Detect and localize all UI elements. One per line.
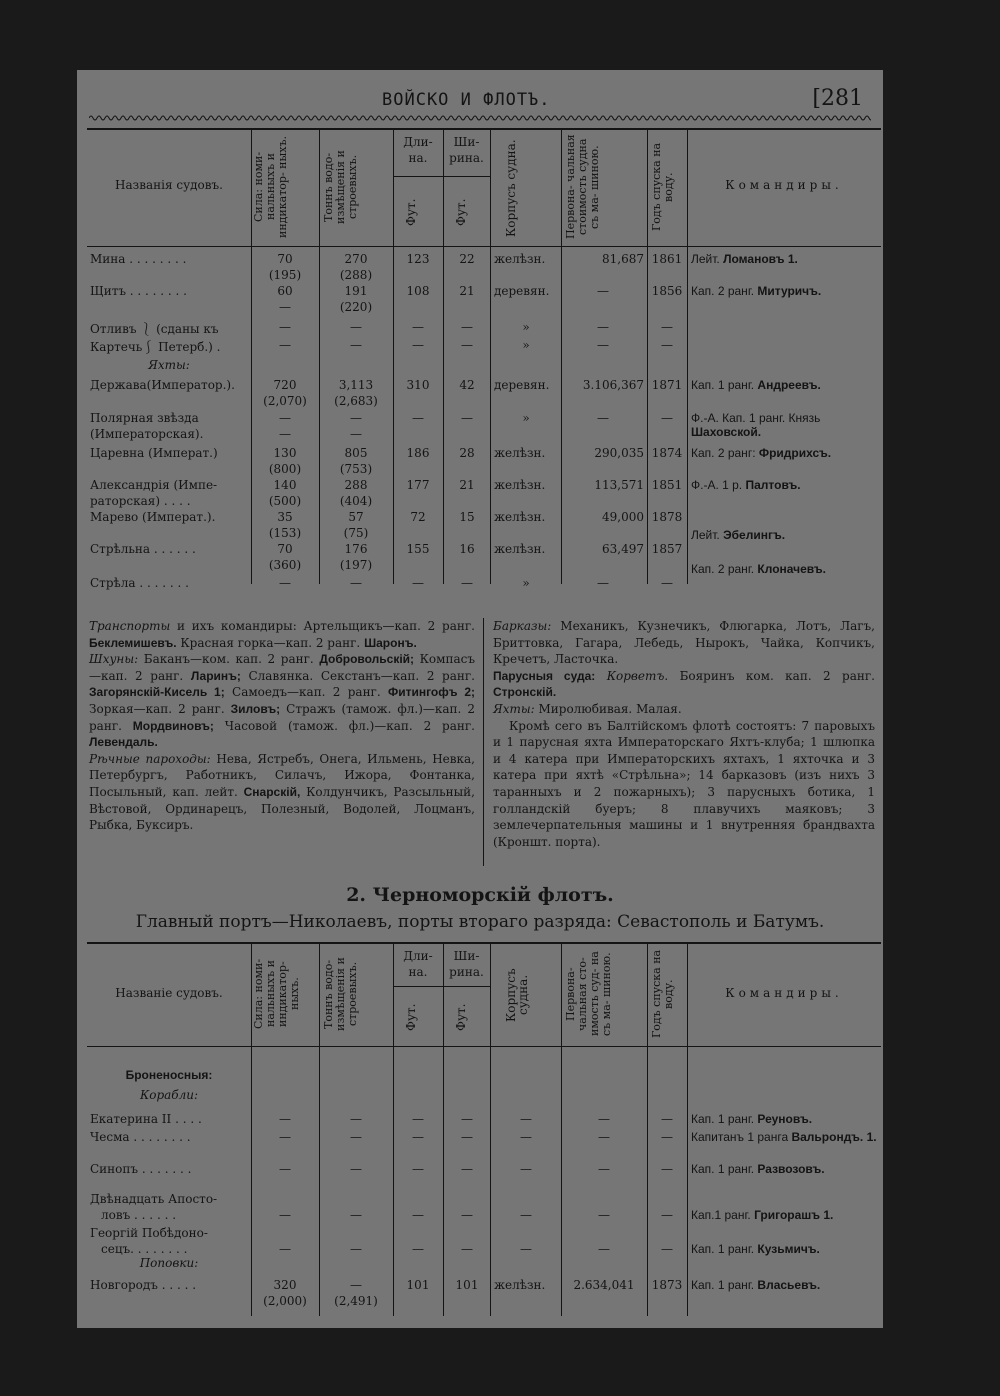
year-value: 1873 bbox=[651, 1278, 683, 1292]
width-value: 15 bbox=[459, 510, 475, 524]
hull-material: » bbox=[522, 338, 530, 352]
empty-cell-dash: — bbox=[598, 1242, 610, 1256]
ship-name: Отливъ ⎱ (сданы къ bbox=[90, 322, 219, 336]
paragraph-text: и ихъ командиры: Артельщикъ—кап. 2 ранг. bbox=[170, 619, 475, 633]
tons-value: 805 bbox=[344, 446, 368, 460]
width-value: — bbox=[461, 338, 473, 352]
width-value: — bbox=[461, 320, 473, 334]
power-indicated: — bbox=[279, 427, 291, 441]
commander bbox=[691, 1208, 881, 1222]
commander-name: Шаронъ. bbox=[364, 635, 417, 650]
length-value: 123 bbox=[406, 252, 430, 266]
paragraph-label: Барказы: bbox=[493, 619, 552, 633]
commander-name: Зиловъ; bbox=[230, 701, 281, 716]
ship-name-cont: сецъ. . . . . . . . bbox=[101, 1242, 188, 1256]
paragraph-label: Яхты: bbox=[493, 701, 535, 716]
col-hull-header-2: Корпусъ судна. bbox=[504, 968, 530, 1022]
paragraph-text: Стражъ (тамож. фл.)—кап. 2 ранг. bbox=[89, 701, 476, 733]
width-value: — bbox=[461, 576, 473, 590]
empty-cell-dash: — bbox=[350, 1130, 362, 1144]
empty-cell-dash: — bbox=[520, 1112, 532, 1126]
col-power-header: Сила: номи- нальныхъ и индикатор- ныхъ. bbox=[252, 136, 289, 238]
commander-rank: Лейт. bbox=[691, 252, 724, 266]
ship-name: Стрѣльна . . . . . . bbox=[90, 542, 196, 556]
ship-name: Александрія (Импе- bbox=[90, 478, 218, 492]
commander bbox=[691, 1242, 881, 1256]
col-width-header-2: Ши- рина. bbox=[449, 949, 484, 979]
commander bbox=[691, 411, 881, 439]
section-title: 2. Черноморскій флотъ. bbox=[346, 884, 614, 906]
empty-cell-dash: — bbox=[520, 1242, 532, 1256]
ship-name: Царевна (Императ.) bbox=[90, 446, 218, 460]
paragraph-text: Кромѣ сего въ Балтійскомъ флотѣ состоятъ: 7 паровыхъ и 1 парусная яхта Императорскаго Яхтъ-клуба; 1 шлюпка и 4 катера при Императорскихъ яхтахъ, 1 яхточка и 3 катера при яхтѣ «Стрѣльна»; 14 барказовъ (изъ нихъ 3 таранныхъ и 2 пожарныхъ); 3 парусныхъ ботика, 1 голландскій буеръ; 8 плавучихъ маяковъ; 3 землечерпательныя машины и 1 внутренняя брандвахта (Кроншт. порта). bbox=[493, 718, 875, 849]
commander-rank: Кап.1 ранг. bbox=[691, 1208, 755, 1222]
length-value: 310 bbox=[406, 378, 430, 392]
width-value: 22 bbox=[459, 252, 475, 266]
empty-cell-dash: — bbox=[461, 1112, 473, 1126]
empty-cell-dash: — bbox=[598, 1162, 610, 1176]
empty-cell-dash: — bbox=[350, 1112, 362, 1126]
hull-material: желѣзн. bbox=[494, 542, 546, 556]
power-value: 140 bbox=[273, 478, 297, 492]
commander-name: Ломановъ 1. bbox=[723, 252, 798, 266]
right-notes bbox=[493, 618, 875, 850]
commander-name: Фитингофъ 2; bbox=[387, 685, 475, 700]
col-commanders-header: Командиры. bbox=[725, 178, 843, 192]
commander bbox=[691, 562, 881, 576]
tons-built: (2,683) bbox=[334, 394, 378, 408]
year-value: 1871 bbox=[651, 378, 683, 392]
year-value: — bbox=[661, 576, 673, 590]
cost-value: — bbox=[597, 576, 609, 590]
power-value: — bbox=[279, 338, 291, 352]
year-value: 1878 bbox=[651, 510, 683, 524]
subgroup-heading: Корабли: bbox=[139, 1088, 199, 1102]
ship-name: Синопъ . . . . . . . bbox=[90, 1162, 192, 1176]
cost-value: 2.634,041 bbox=[573, 1278, 635, 1292]
paragraph-label: Корветъ. bbox=[606, 668, 669, 683]
empty-cell-dash: — bbox=[279, 1208, 291, 1222]
commander-rank: Кап. 1 ранг. bbox=[691, 1162, 758, 1176]
empty-cell-dash: — bbox=[412, 1162, 424, 1176]
year-value: — bbox=[661, 411, 673, 425]
section-subtitle: Главный портъ—Николаевъ, порты втораго разряда: Севастополь и Батумъ. bbox=[135, 912, 825, 932]
ship-name: Держава(Император.). bbox=[90, 378, 235, 392]
power-indicated: (195) bbox=[268, 268, 302, 282]
commander-rank: Капитанъ 1 ранга bbox=[691, 1130, 792, 1144]
empty-cell-dash: — bbox=[598, 1208, 610, 1222]
col-power-header-2: Сила: номи- нальныхъ и индикатор- ныхъ. bbox=[252, 958, 301, 1030]
power-value: 70 bbox=[277, 542, 293, 556]
col-width-unit: Фут. bbox=[454, 198, 468, 226]
length-value: 155 bbox=[406, 542, 430, 556]
cost-value: 290,035 bbox=[594, 446, 644, 460]
empty-cell-dash: — bbox=[279, 1242, 291, 1256]
commander bbox=[691, 378, 881, 392]
length-value: — bbox=[412, 411, 424, 425]
empty-cell-dash: — bbox=[598, 1130, 610, 1144]
power-indicated: (2,070) bbox=[263, 394, 307, 408]
commander-rank: Кап. 1 ранг. bbox=[691, 1112, 758, 1126]
commander-name: Мордвиновъ; bbox=[132, 718, 214, 733]
col-length-header-2: Дли- на. bbox=[403, 949, 433, 979]
paragraph-text: Зоркая—кап. 2 ранг. bbox=[89, 701, 231, 716]
subgroup-heading: Поповки: bbox=[139, 1256, 199, 1270]
paragraph-text: Бояринъ ком. кап. 2 ранг. bbox=[668, 668, 875, 683]
power-indicated: (360) bbox=[268, 558, 302, 572]
commander-name: Фридрихсъ. bbox=[758, 446, 832, 460]
commander-rank: Ф.-А. 1 р. bbox=[691, 478, 746, 492]
baltic-fleet-table bbox=[87, 128, 881, 590]
year-value: 1851 bbox=[651, 478, 683, 492]
cost-value: — bbox=[597, 320, 609, 334]
empty-cell-dash: — bbox=[350, 1162, 362, 1176]
commander-rank: Кап. 2 ранг: bbox=[691, 446, 759, 460]
notes-paragraph bbox=[89, 618, 475, 651]
commander bbox=[691, 1162, 881, 1176]
paragraph-text: Нева, Ястребъ, Онега, Ильмень, Невка, Петербургъ, Работникъ, Силачъ, Ижора, Фонтанка, Посыльный, кап. лейт. bbox=[89, 751, 475, 799]
col-year-header: Годъ спуска на воду. bbox=[650, 142, 675, 232]
tons-value: 270 bbox=[344, 252, 368, 266]
cost-value: — bbox=[597, 338, 609, 352]
power-value: — bbox=[279, 576, 291, 590]
length-value: — bbox=[412, 576, 424, 590]
commander-name: Власьевъ. bbox=[757, 1278, 821, 1292]
hull-material: » bbox=[522, 411, 530, 425]
empty-cell-dash: — bbox=[279, 1162, 291, 1176]
commander-name: Эбелингъ. bbox=[723, 528, 786, 542]
ship-name: Щитъ . . . . . . . . bbox=[90, 284, 187, 298]
empty-cell-dash: — bbox=[461, 1162, 473, 1176]
power-indicated: (153) bbox=[268, 526, 302, 540]
yachts-subheading: Яхты: bbox=[148, 358, 190, 372]
empty-cell-dash: — bbox=[350, 1242, 362, 1256]
width-value: 21 bbox=[459, 478, 475, 492]
length-value: — bbox=[412, 338, 424, 352]
ship-name-cont: ловъ . . . . . . bbox=[101, 1208, 177, 1222]
commander-name: Митуричъ. bbox=[757, 284, 822, 298]
ship-name: Полярная звѣзда bbox=[90, 411, 199, 425]
commander-name: Андреевъ. bbox=[757, 378, 821, 392]
commander-name: Григорашъ 1. bbox=[754, 1208, 834, 1222]
power-value: 320 bbox=[273, 1278, 297, 1292]
tons-built: (75) bbox=[343, 526, 369, 540]
commander-name: Вальрондъ. 1. bbox=[791, 1130, 877, 1144]
col-hull-header: Корпусъ судна. bbox=[504, 139, 518, 237]
commander-name: Стронскій. bbox=[493, 685, 557, 700]
length-value: 108 bbox=[406, 284, 430, 298]
ship-name: Георгій Побѣдоно- bbox=[90, 1226, 208, 1240]
commander-name: Левендаль. bbox=[89, 735, 158, 750]
paragraph-text: Баканъ—ком. кап. 2 ранг. bbox=[138, 652, 320, 667]
page-number: [281 bbox=[812, 86, 863, 111]
commander-name: Палтовъ. bbox=[745, 478, 801, 492]
empty-cell-dash: — bbox=[412, 1208, 424, 1222]
tons-value: 176 bbox=[344, 542, 368, 556]
group-heading: Броненосныя: bbox=[125, 1068, 213, 1082]
ship-name: Екатерина II . . . . bbox=[90, 1112, 202, 1126]
running-title: ВОЙСКО И ФЛОТЪ. bbox=[382, 90, 551, 110]
tons-value: — bbox=[350, 320, 362, 334]
ship-name: Марево (Императ.). bbox=[90, 510, 216, 524]
paragraph-text: Славянка. Секстанъ—кап. 2 ранг. bbox=[240, 668, 475, 683]
col-cost-header: Первона- чальная стоимость судна съ ма- шиною. bbox=[564, 134, 601, 240]
paragraph-text: Механикъ, Кузнечикъ, Флюгарка, Лотъ, Лагъ, Бриттовка, Гагара, Лебедь, Нырокъ, Чайка, Копчикъ, Кречетъ, Ласточка. bbox=[493, 619, 875, 667]
year-value: 1856 bbox=[651, 284, 683, 298]
year-value: — bbox=[661, 338, 673, 352]
length-value: — bbox=[412, 320, 424, 334]
paragraph-text: Миролюбивая. Малая. bbox=[534, 701, 682, 716]
power-indicated: (2,000) bbox=[263, 1294, 307, 1308]
empty-cell-dash: — bbox=[661, 1208, 673, 1222]
hull-material: деревян. bbox=[494, 284, 550, 298]
commander-name: Ларинъ; bbox=[190, 668, 241, 683]
ship-name-cont: раторская) . . . . bbox=[90, 494, 191, 508]
width-value: 42 bbox=[459, 378, 475, 392]
commander bbox=[691, 1112, 881, 1126]
commander-rank: Кап. 1 ранг. bbox=[691, 378, 758, 392]
commander-rank: Кап. 2 ранг. bbox=[691, 562, 758, 576]
decorative-rule bbox=[89, 114, 871, 122]
power-indicated: — bbox=[279, 300, 291, 314]
ship-name: Стрѣла . . . . . . . bbox=[90, 576, 189, 590]
year-value: — bbox=[661, 320, 673, 334]
empty-cell-dash: — bbox=[461, 1242, 473, 1256]
commander bbox=[691, 478, 881, 492]
empty-cell-dash: — bbox=[520, 1130, 532, 1144]
col-length-unit: Фут. bbox=[404, 198, 418, 226]
col-width-unit-2: Фут. bbox=[454, 1003, 468, 1031]
empty-cell-dash: — bbox=[412, 1242, 424, 1256]
commander-rank: Лейт. bbox=[691, 528, 724, 542]
yachts-paragraph bbox=[493, 701, 875, 718]
width-value: 21 bbox=[459, 284, 475, 298]
power-value: 60 bbox=[277, 284, 293, 298]
empty-cell-dash: — bbox=[661, 1162, 673, 1176]
tons-built: (404) bbox=[339, 494, 373, 508]
cost-value: — bbox=[597, 411, 609, 425]
commander bbox=[691, 528, 881, 542]
tons-value: 57 bbox=[348, 510, 364, 524]
empty-cell-dash: — bbox=[279, 1112, 291, 1126]
hull-material: желѣзн. bbox=[494, 446, 546, 460]
col-tons-header-2: Тоннъ водо- измѣщенія и строевыхъ. bbox=[322, 957, 359, 1031]
tons-built: (197) bbox=[339, 558, 373, 572]
commander-rank: Кап. 2 ранг. bbox=[691, 284, 758, 298]
paragraph-label: Рѣчные пароходы: bbox=[89, 751, 211, 766]
col-name-header: Названія судовъ. bbox=[115, 178, 223, 192]
page-header bbox=[77, 86, 883, 116]
tons-value: — bbox=[350, 576, 362, 590]
cost-value: — bbox=[597, 284, 609, 298]
ship-name-cont: (Императорская). bbox=[90, 427, 204, 441]
left-notes bbox=[89, 618, 475, 834]
hull-material: желѣзн. bbox=[494, 1278, 546, 1292]
paragraph-text: Самоедъ—кап. 2 ранг. bbox=[224, 685, 388, 700]
cost-value: 63,497 bbox=[602, 542, 644, 556]
tons-built: (220) bbox=[339, 300, 373, 314]
paragraph-label: Парусныя суда: bbox=[493, 668, 596, 683]
year-value: 1857 bbox=[651, 542, 683, 556]
empty-cell-dash: — bbox=[520, 1162, 532, 1176]
col-cost-header-2: Первона- чальная сто- имость суд- на съ ма- шиною. bbox=[564, 951, 613, 1037]
notes-paragraph bbox=[89, 651, 475, 751]
tons-value: 3,113 bbox=[338, 378, 374, 392]
empty-cell-dash: — bbox=[461, 1208, 473, 1222]
year-value: 1874 bbox=[651, 446, 683, 460]
commander-name: Клоначевъ. bbox=[757, 562, 826, 576]
power-value: 70 bbox=[277, 252, 293, 266]
paragraph-label: Шхуны: bbox=[89, 652, 139, 667]
empty-cell-dash: — bbox=[412, 1112, 424, 1126]
col-year-header-2: Годъ спуска на воду. bbox=[650, 949, 675, 1039]
power-value: 720 bbox=[273, 378, 297, 392]
commander bbox=[691, 252, 881, 266]
sailing-paragraph bbox=[493, 668, 875, 701]
tons-built: (753) bbox=[339, 462, 373, 476]
commander-name: Реуновъ. bbox=[757, 1112, 813, 1126]
hull-material: » bbox=[522, 576, 530, 590]
ship-name: Мина . . . . . . . . bbox=[90, 252, 187, 266]
cost-value: 113,571 bbox=[594, 478, 644, 492]
cost-value: 49,000 bbox=[602, 510, 644, 524]
col-width-header: Ши- рина. bbox=[449, 135, 484, 165]
cost-value: 81,687 bbox=[602, 252, 644, 266]
power-value: — bbox=[279, 411, 291, 425]
tons-value: — bbox=[350, 338, 362, 352]
hull-material: » bbox=[522, 320, 530, 334]
cost-value: 3.106,367 bbox=[582, 378, 644, 392]
commander-name: Загорянскій-Кисель 1; bbox=[89, 685, 225, 700]
col-length-header: Дли- на. bbox=[403, 135, 433, 165]
ship-name: Двѣнадцать Апосто- bbox=[90, 1192, 218, 1206]
paragraph-label: Транспорты bbox=[89, 619, 171, 633]
ship-name: Чесма . . . . . . . . bbox=[90, 1130, 191, 1144]
ship-name: Новгородъ . . . . . bbox=[90, 1278, 197, 1292]
width-value: 28 bbox=[459, 446, 475, 460]
commander-name: Беклемишевъ. bbox=[89, 635, 177, 650]
paragraph-text: Колдунчикъ, Разсыльный, Вѣстовой, Ординарецъ, Полезный, Водолей, Лоцманъ, Рыбка, Буксиръ. bbox=[89, 784, 475, 833]
tons-built: (288) bbox=[339, 268, 373, 282]
power-value: 35 bbox=[277, 510, 293, 524]
tons-value: 191 bbox=[344, 284, 368, 298]
length-value: 177 bbox=[406, 478, 430, 492]
ship-name: Картечь⎰ Петерб.) . bbox=[90, 340, 221, 354]
hull-material: желѣзн. bbox=[494, 478, 546, 492]
col-commanders-header-2: Командиры. bbox=[725, 986, 843, 1000]
col-length-unit-2: Фут. bbox=[404, 1003, 418, 1031]
notes-paragraph bbox=[89, 751, 475, 834]
year-value: 1861 bbox=[651, 252, 683, 266]
length-value: 72 bbox=[410, 510, 426, 524]
black-sea-fleet-table bbox=[87, 942, 881, 1316]
extra-paragraph bbox=[493, 718, 875, 851]
empty-cell-dash: — bbox=[412, 1130, 424, 1144]
col-tons-header: Тоннъ водо- измѣщенія и строевыхъ. bbox=[322, 150, 359, 224]
commander bbox=[691, 446, 881, 460]
commander bbox=[691, 1278, 881, 1292]
tons-built: — bbox=[350, 427, 362, 441]
hull-material: желѣзн. bbox=[494, 510, 546, 524]
tons-value: — bbox=[350, 1278, 362, 1292]
commander-name: Снарскій, bbox=[243, 784, 301, 799]
power-indicated: (500) bbox=[268, 494, 302, 508]
commander-name: Кузьмичъ. bbox=[757, 1242, 820, 1256]
width-value: 101 bbox=[455, 1278, 479, 1292]
hull-material: желѣзн. bbox=[494, 252, 546, 266]
paragraph-text: Красная горка—кап. 2 ранг. bbox=[176, 635, 365, 650]
empty-cell-dash: — bbox=[661, 1130, 673, 1144]
width-value: — bbox=[461, 411, 473, 425]
width-value: 16 bbox=[459, 542, 475, 556]
commander-name: Шаховской. bbox=[691, 425, 762, 439]
power-indicated: (800) bbox=[268, 462, 302, 476]
commander-rank: Кап. 1 ранг. bbox=[691, 1278, 758, 1292]
hull-material: деревян. bbox=[494, 378, 550, 392]
tons-value: 288 bbox=[344, 478, 368, 492]
power-value: 130 bbox=[273, 446, 297, 460]
commander bbox=[691, 1130, 881, 1144]
tons-value: — bbox=[350, 411, 362, 425]
paragraph-text: Компасъ—кап. 2 ранг. bbox=[89, 652, 475, 683]
empty-cell-dash: — bbox=[279, 1130, 291, 1144]
tons-built: (2,491) bbox=[334, 1294, 378, 1308]
book-page bbox=[77, 70, 883, 1328]
commander-rank: Ф.-А. Кап. 1 ранг. Князь bbox=[691, 411, 821, 425]
empty-cell-dash: — bbox=[461, 1130, 473, 1144]
barges-paragraph bbox=[493, 618, 875, 668]
empty-cell-dash: — bbox=[661, 1112, 673, 1126]
empty-cell-dash: — bbox=[661, 1242, 673, 1256]
commander bbox=[691, 284, 881, 298]
empty-cell-dash: — bbox=[350, 1208, 362, 1222]
commander-name: Развозовъ. bbox=[757, 1162, 825, 1176]
col-name-header-2: Названіе судовъ. bbox=[115, 986, 223, 1000]
empty-cell-dash: — bbox=[598, 1112, 610, 1126]
commander-name: Добровольскій; bbox=[319, 652, 415, 667]
power-value: — bbox=[279, 320, 291, 334]
length-value: 101 bbox=[406, 1278, 430, 1292]
length-value: 186 bbox=[406, 446, 430, 460]
paragraph-text: Часовой (тамож. фл.)—кап. 2 ранг. bbox=[213, 718, 475, 733]
commander-rank: Кап. 1 ранг. bbox=[691, 1242, 758, 1256]
empty-cell-dash: — bbox=[520, 1208, 532, 1222]
